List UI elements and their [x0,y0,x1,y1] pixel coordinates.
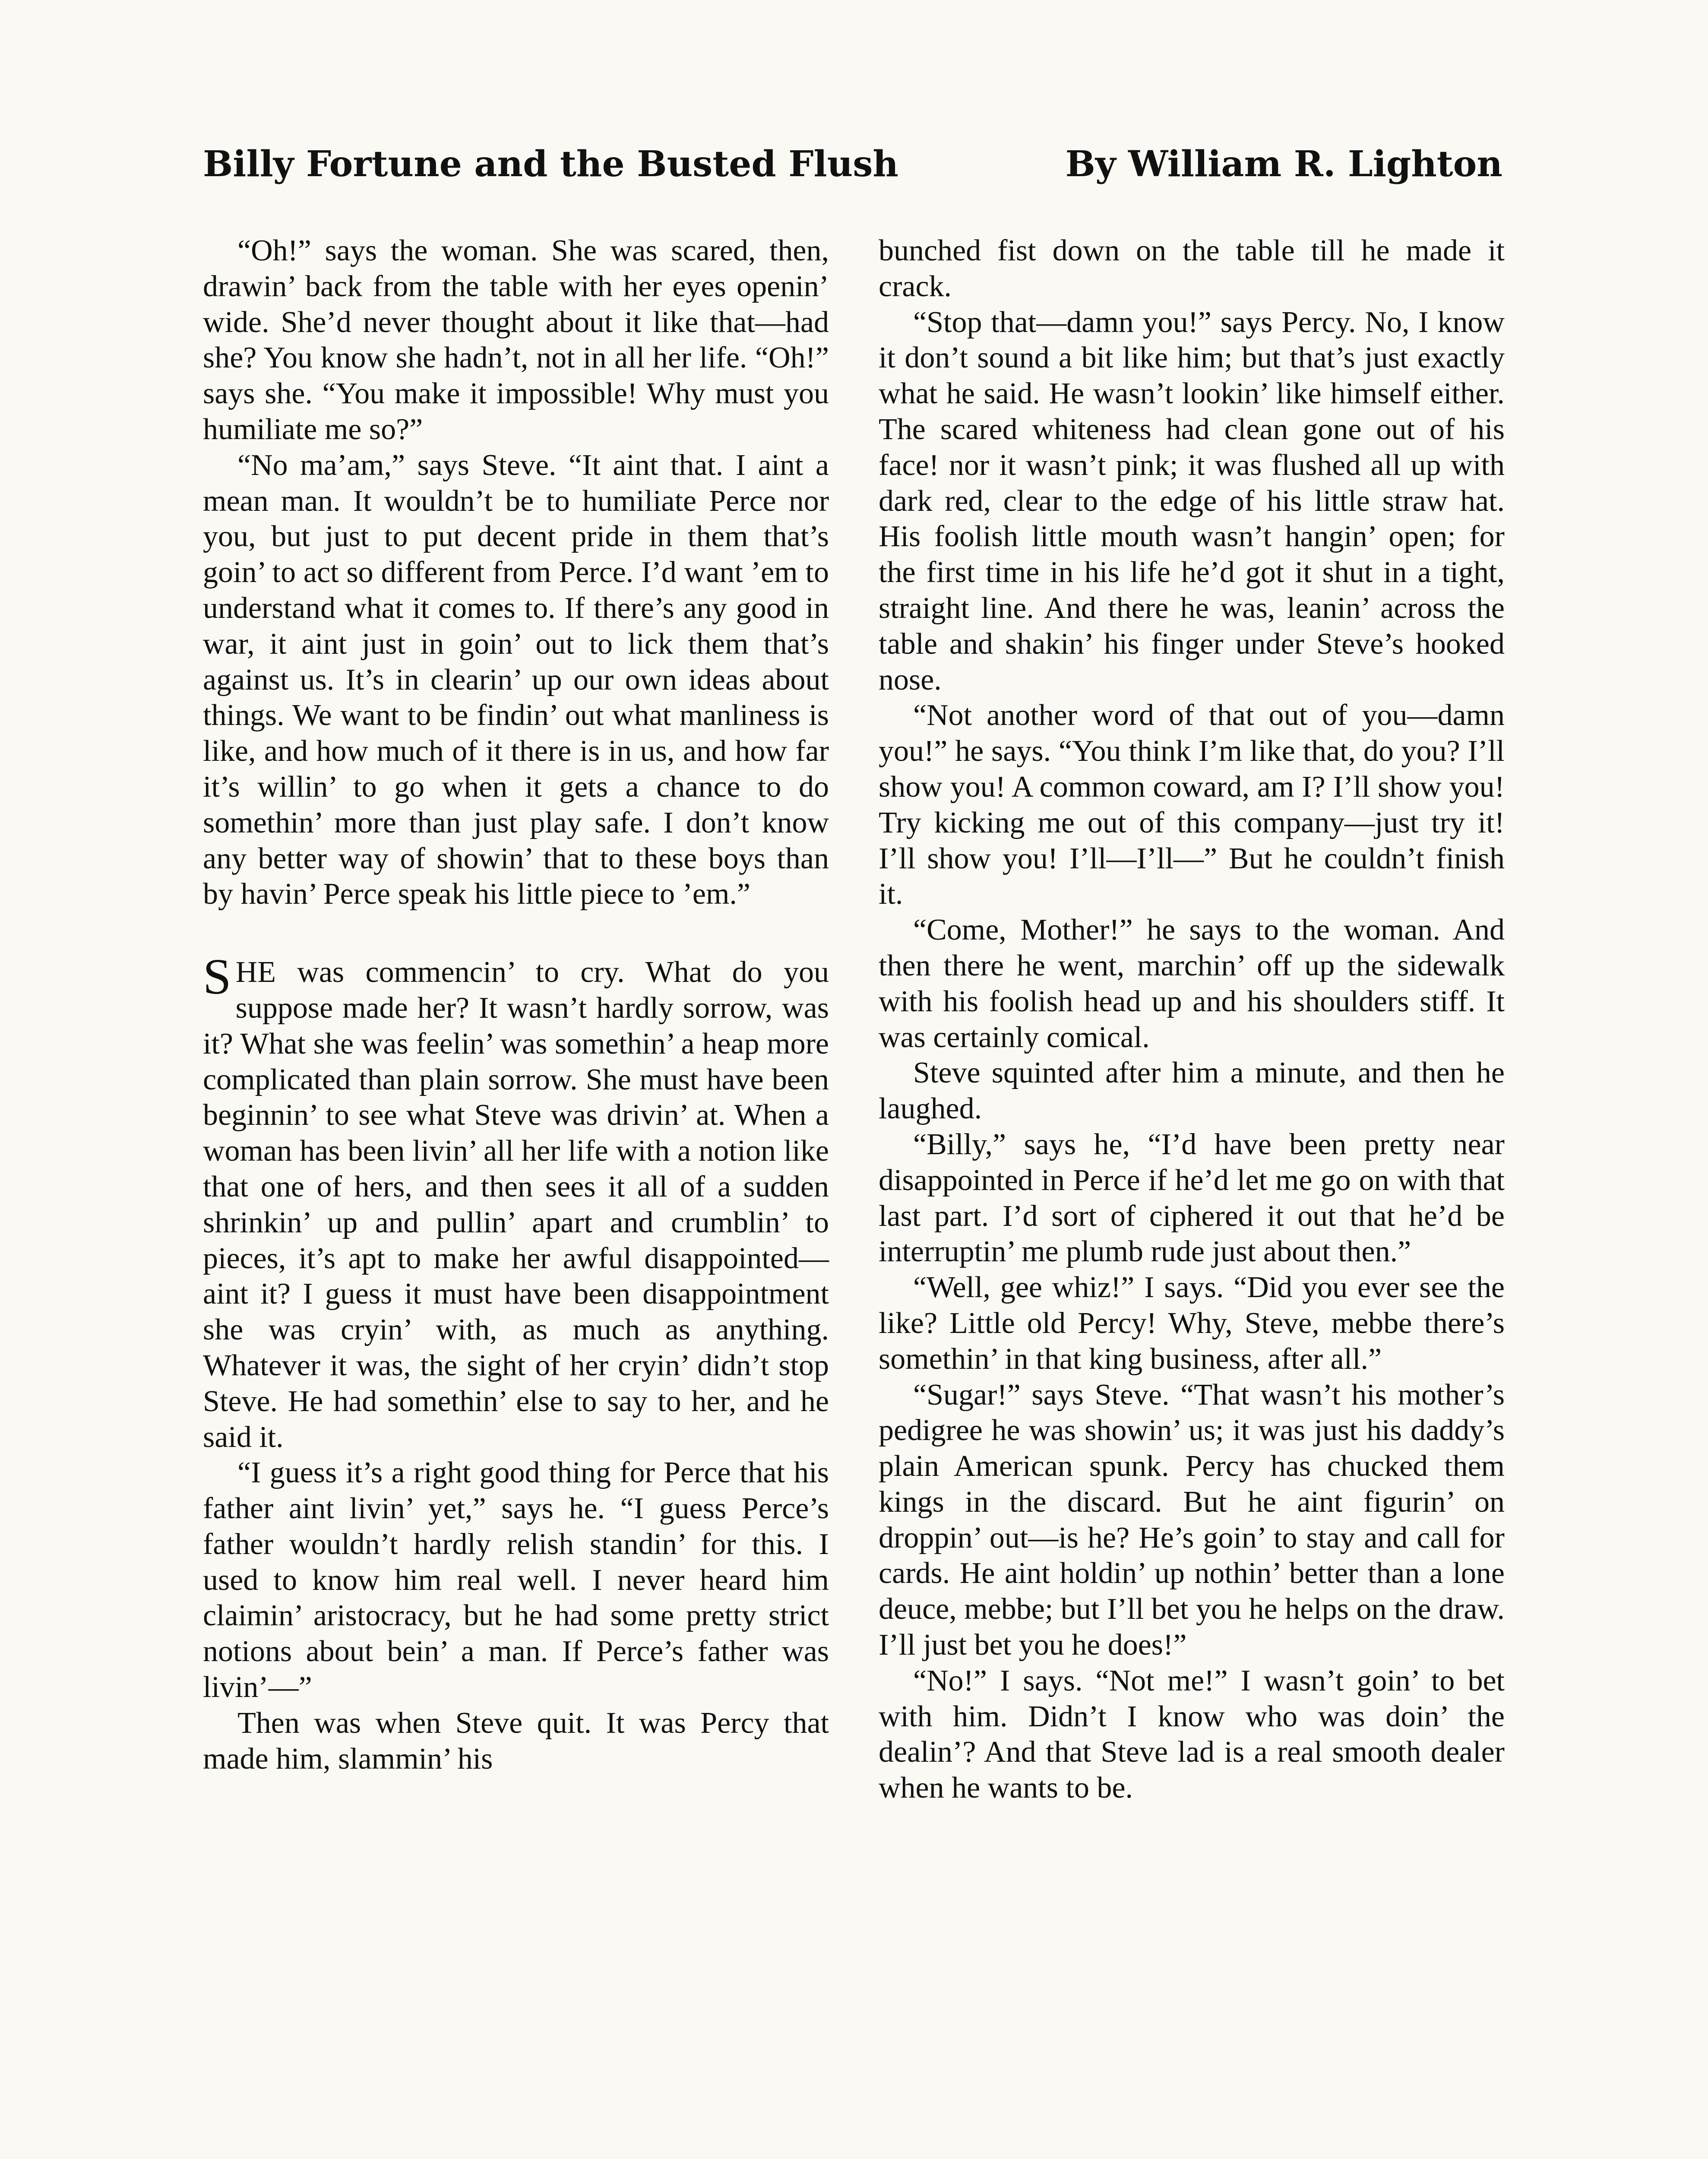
paragraph: “Come, Mother!” he says to the woman. And then there he went, marchin’ off up the sidewalk with his foolish head up and his shoulders stiff. It was certainly comical. [879,913,1505,1054]
paragraph: Then was when Steve quit. It was Percy that made him, slammin’ his [203,1706,829,1776]
story-author: By William R. Lighton [1065,143,1502,185]
paragraph: “Billy,” says he, “I’d have been pretty near disappointed in Perce if he’d let me go on with that last part. I’d sort of ciphered it out that he’d be interruptin’ me plumb rude just about then.” [879,1127,1505,1269]
right-column [879,233,1505,2159]
paragraph: “Stop that—damn you!” says Percy. No, I know it don’t sound a bit like him; but that’s just exactly what he said. He wasn’t lookin’ like himself either. The scared whiteness had clean gone out of his face! nor it wasn’t pink; it was flushed all up with dark red, clear to the edge of his little straw hat. His foolish little mouth wasn’t hangin’ open; for the first time in his life he’d got it shut in a tight, straight line. And there he was, leanin’ across the table and shakin’ his finger under Steve’s hooked nose. [879,305,1505,696]
drop-cap: S [203,948,231,1005]
paragraph: “Well, gee whiz!” I says. “Did you ever see the like? Little old Percy! Why, Steve, mebbe there’s somethin’ in that king business, after all.” [879,1271,1505,1376]
paragraph: “Oh!” says the woman. She was scared, then, drawin’ back from the table with her eyes openin’ wide. She’d never thought about it like that—had she? You know she hadn’t, not in all her life. “Oh!” says she. “You make it impossible! Why must you humiliate me so?” [203,234,829,446]
paragraph: “Not another word of that out of you—damn you!” he says. “You think I’m like that, do you? I’ll show you! A common coward, am I? I’ll show you! Try kicking me out of this company—just try it! I’ll show you! I’ll—I’ll—” But he couldn’t finish it. [879,699,1505,911]
section-paragraph [203,948,829,1455]
page-header [203,138,1502,190]
paragraph: Steve squinted after him a minute, and then he laughed. [879,1056,1505,1126]
paragraph: “No ma’am,” says Steve. “It aint that. I aint a mean man. It wouldn’t be to humiliate Perce nor you, but just to put decent pride in them that’s goin’ to act so different from Perce. I’d want ’em to understand what it comes to. If there’s any good in war, it aint just in goin’ out to lick them that’s against us. It’s in clearin’ up our own ideas about things. We want to be findin’ out what manliness is like, and how much of it there is in us, and how far it’s willin’ to go when it gets a chance to do somethin’ more than just play safe. I don’t know any better way of showin’ that to these boys than by havin’ Perce speak his little piece to ’em.” [203,448,829,911]
paragraph: “No!” I says. “Not me!” I wasn’t goin’ to bet with him. Didn’t I know who was doin’ the dealin’? And that Steve lad is a real smooth dealer when he wants to be. [879,1664,1505,1805]
article-body [203,233,1505,2159]
paragraph: “I guess it’s a right good thing for Perce that his father aint livin’ yet,” says he. “I guess Perce’s father wouldn’t hardly relish standin’ for this. I used to know him real well. I never heard him claimin’ aristocracy, but he had some pretty strict notions about bein’ a man. If Perce’s father was livin’—” [203,1456,829,1704]
left-column [203,233,829,2159]
story-title: Billy Fortune and the Busted Flush [203,143,899,185]
paragraph-text: HE was commencin’ to cry. What do you suppose made her? It wasn’t hardly sorrow, was it? What she was feelin’ was somethin’ a heap more complicated than plain sorrow. She must have been beginnin’ to see what Steve was drivin’ at. When a woman has been livin’ all her life with a notion like that one of hers, and then sees it all of a sudden shrinkin’ up and pullin’ apart and crumblin’ to pieces, it’s apt to make her awful disappointed—aint it? I guess it must have been disappointment she was cryin’ with, as much as anything. Whatever it was, the sight of her cryin’ didn’t stop Steve. He had somethin’ else to say to her, and he said it. [203,956,829,1454]
paragraph: bunched fist down on the table till he made it crack. [879,234,1505,303]
paragraph: “Sugar!” says Steve. “That wasn’t his mother’s pedigree he was showin’ us; it was just his daddy’s plain American spunk. Percy has chucked them kings in the discard. But he aint figurin’ on droppin’ out—is he? He’s goin’ to stay and call for cards. He aint holdin’ up nothin’ better than a lone deuce, mebbe; but I’ll bet you he helps on the draw. I’ll just bet you he does!” [879,1378,1505,1662]
